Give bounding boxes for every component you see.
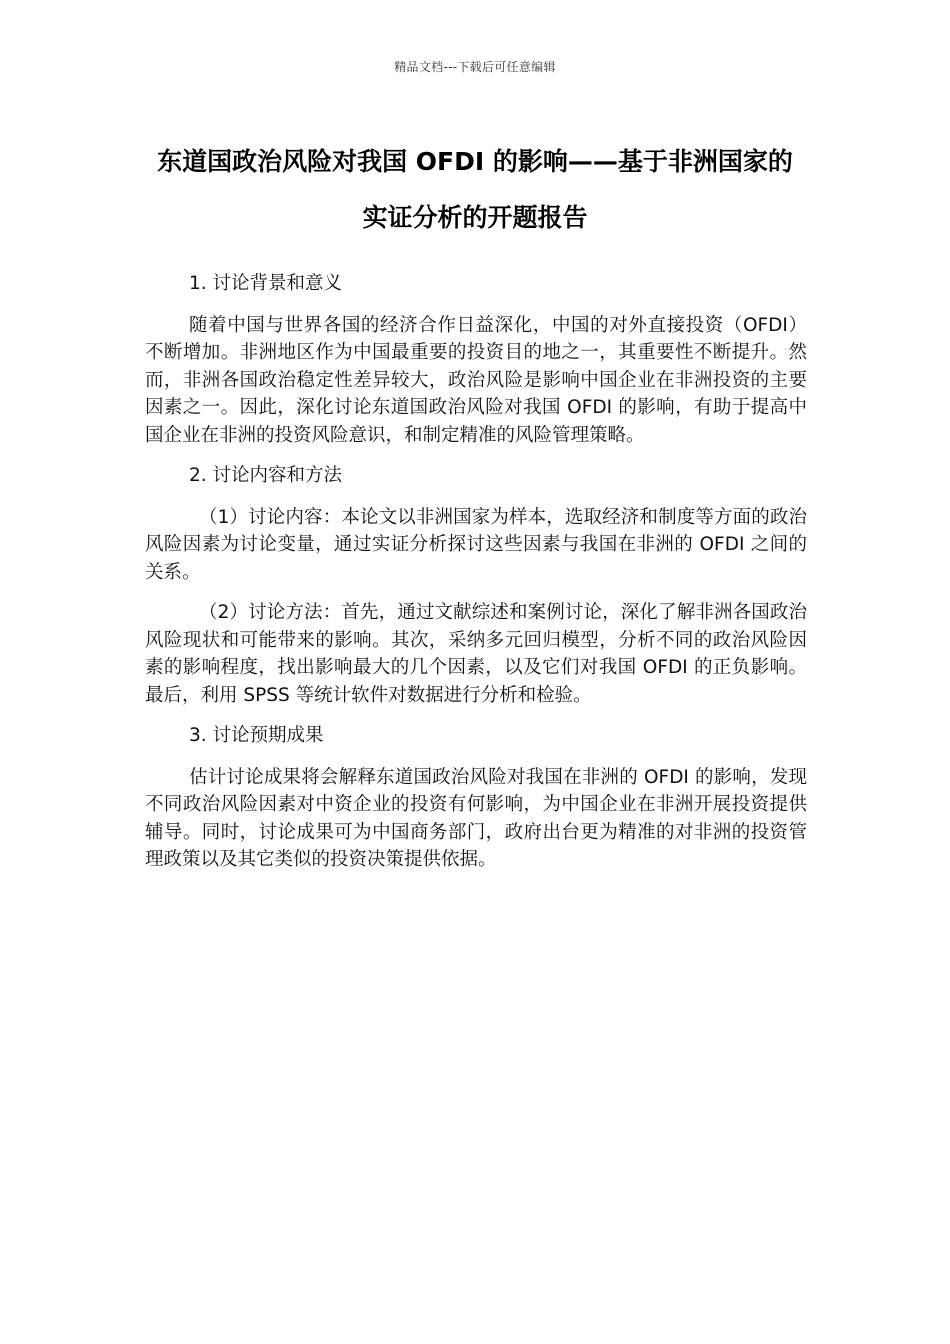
document-body (145, 270, 807, 887)
document-title: 东道国政治风险对我国 OFDI 的影响——基于非洲国家的实证分析的开题报告 (157, 147, 793, 232)
section-heading-content-methods: 2. 讨论内容和方法 (189, 465, 343, 486)
paragraph-background: 随着中国与世界各国的经济合作日益深化，中国的对外直接投资（OFDI）不断增加。非洲地区作为中国最重要的投资目的地之一，其重要性不断提升。然而，非洲各国政治稳定性差异较大，政治风险是影响中国企业在非洲投资的主要因素之一。因此，深化讨论东道国政治风险对我国 OFDI 的影响，有助于提高中国企业在非洲的投资风险意识，和制定精准的风险管理策略。 (145, 314, 807, 446)
paragraph-expected-results: 估计讨论成果将会解释东道国政治风险对我国在非洲的 OFDI 的影响，发现不同政治风险因素对中资企业的投资有何影响，为中国企业在非洲开展投资提供辅导。同时，讨论成果可为中国商务部门，政府出台更为精准的对非洲的投资管理政策以及其它类似的投资决策提供依据。 (145, 766, 807, 870)
section-heading-background: 1. 讨论背景和意义 (189, 273, 343, 294)
header-note: 精品文档---下载后可任意编辑 (394, 60, 556, 74)
paragraph-research-content: （1）讨论内容：本论文以非洲国家为样本，选取经济和制度等方面的政治风险因素为讨论变量，通过实证分析探讨这些因素与我国在非洲的 OFDI 之间的关系。 (145, 506, 807, 583)
section-heading-expected-results: 3. 讨论预期成果 (189, 725, 324, 746)
paragraph-research-methods: （2）讨论方法：首先，通过文献综述和案例讨论，深化了解非洲各国政治风险现状和可能带来的影响。其次，采纳多元回归模型，分析不同的政治风险因素的影响程度，找出影响最大的几个因素，以及它们对我国 OFDI 的正负影响。最后，利用 SPSS 等统计软件对数据进行分析和检验。 (145, 602, 807, 706)
